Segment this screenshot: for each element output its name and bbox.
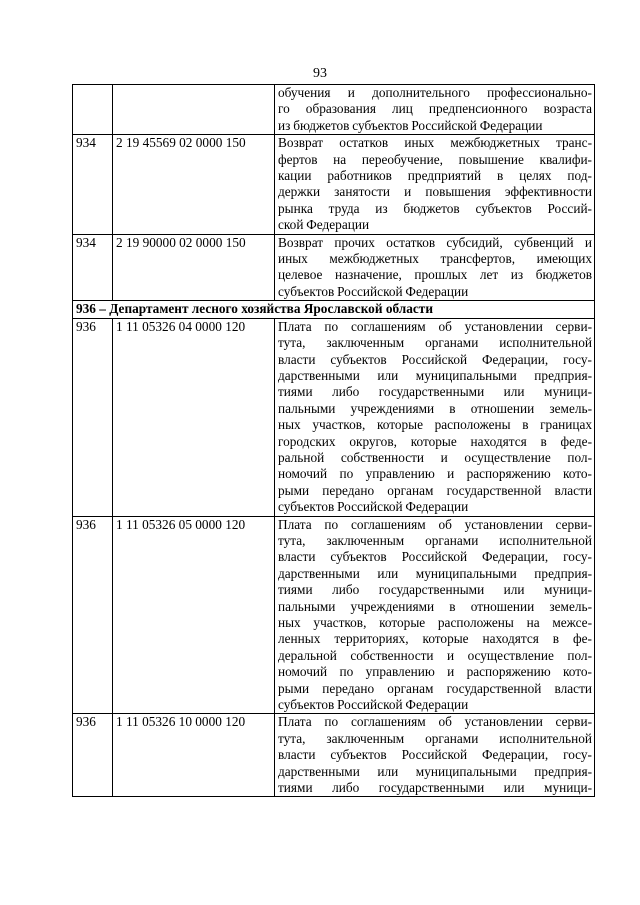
budget-code-cell xyxy=(113,85,275,135)
budget-code-cell: 1 11 05326 05 0000 120 xyxy=(113,516,275,714)
admin-code-cell: 936 xyxy=(73,318,113,516)
description-line: целевое назначение, прошлых лет из бюджетов xyxy=(278,267,592,283)
admin-code-cell: 934 xyxy=(73,234,113,301)
description-line: тиями либо государственными или муници- xyxy=(278,780,592,796)
table-row xyxy=(73,714,595,797)
budget-code-cell: 2 19 45569 02 0000 150 xyxy=(113,135,275,234)
description-line: номочий по управлению и распоряжению кото- xyxy=(278,664,592,680)
description-line: рыми передано органам государственной власти xyxy=(278,482,592,498)
description-line: власти субъектов Российской Федерации, госу- xyxy=(278,747,592,763)
budget-code-cell: 1 11 05326 10 0000 120 xyxy=(113,714,275,797)
description-line: тута, заключенным органами исполнительной xyxy=(278,335,592,351)
admin-code-cell: 934 xyxy=(73,135,113,234)
description-line: ных участков, которые расположены на межсе- xyxy=(278,615,592,630)
description-line: субъектов Российской Федерации xyxy=(278,283,469,299)
description-cell xyxy=(275,135,595,234)
description-line: рыми передано органам государственной власти xyxy=(278,680,592,696)
page-number: 93 xyxy=(313,66,327,81)
description-line: субъектов Российской Федерации xyxy=(278,697,469,713)
description-line: субъектов Российской Федерации xyxy=(278,499,469,515)
description-line: тута, заключенным органами исполнительной xyxy=(278,532,592,548)
table-row xyxy=(73,135,595,234)
description-line: Плата по соглашениям об установлении серви- xyxy=(278,516,592,532)
admin-code-cell xyxy=(73,85,113,135)
budget-classification-table xyxy=(72,84,595,797)
description-cell xyxy=(275,234,595,301)
description-line: тута, заключенным органами исполнительной xyxy=(278,730,592,746)
description-line: пальными учреждениями в отношении земель- xyxy=(278,598,592,614)
description-line: фертов на переобучение, повышение квалифи- xyxy=(278,151,592,167)
description-line: ных участков, которые расположены в границах xyxy=(278,417,592,433)
table-row xyxy=(73,318,595,516)
budget-code-cell: 1 11 05326 04 0000 120 xyxy=(113,318,275,516)
description-cell xyxy=(275,85,595,135)
description-line: Плата по соглашениям об установлении серви- xyxy=(278,714,592,730)
description-line: держки занятости и повышения эффективности xyxy=(278,184,592,200)
description-line: ральной собственности и осуществление пол- xyxy=(278,449,592,465)
description-line: Возврат остатков иных межбюджетных транс- xyxy=(278,135,592,151)
description-line: рынка труда из бюджетов субъектов Россий- xyxy=(278,200,592,216)
description-line: дарственными или муниципальными предприя- xyxy=(278,565,592,581)
description-line: Возврат прочих остатков субсидий, субвенций и xyxy=(278,234,592,250)
budget-code-cell: 2 19 90000 02 0000 150 xyxy=(113,234,275,301)
description-line: дарственными или муниципальными предприя- xyxy=(278,367,592,383)
description-line: иных межбюджетных трансфертов, имеющих xyxy=(278,251,592,267)
description-line: деральной собственности и осуществление пол- xyxy=(278,647,592,663)
description-cell xyxy=(275,318,595,516)
description-line: ской Федерации xyxy=(278,217,370,233)
section-header-row xyxy=(73,301,595,318)
description-line: пальными учреждениями в отношении земель- xyxy=(278,400,592,416)
description-line: номочий по управлению и распоряжению кото- xyxy=(278,466,592,482)
admin-code-cell: 936 xyxy=(73,714,113,797)
description-line: обучения и дополнительного профессионально- xyxy=(278,85,592,100)
description-line: кации работников предприятий в целях под- xyxy=(278,168,592,184)
description-line: городских округов, которые находятся в феде- xyxy=(278,433,592,449)
description-line: Плата по соглашениям об установлении серви- xyxy=(278,318,592,334)
table-row xyxy=(73,516,595,714)
description-line: ленных территориях, которые находятся в фе- xyxy=(278,631,592,647)
table-body xyxy=(73,85,595,797)
description-line: власти субъектов Российской Федерации, госу- xyxy=(278,351,592,367)
description-line: тиями либо государственными или муници- xyxy=(278,384,592,400)
table-row xyxy=(73,85,595,135)
description-cell xyxy=(275,516,595,714)
admin-code-cell: 936 xyxy=(73,516,113,714)
description-line: го образования лиц предпенсионного возраста xyxy=(278,101,592,117)
description-line: власти субъектов Российской Федерации, госу- xyxy=(278,549,592,565)
section-title: 936 – Департамент лесного хозяйства Ярославской области xyxy=(73,301,595,318)
description-line: из бюджетов субъектов Российской Федерации xyxy=(278,117,543,133)
description-cell xyxy=(275,714,595,797)
description-line: дарственными или муниципальными предприя- xyxy=(278,763,592,779)
description-line: тиями либо государственными или муници- xyxy=(278,582,592,598)
table-row xyxy=(73,234,595,301)
